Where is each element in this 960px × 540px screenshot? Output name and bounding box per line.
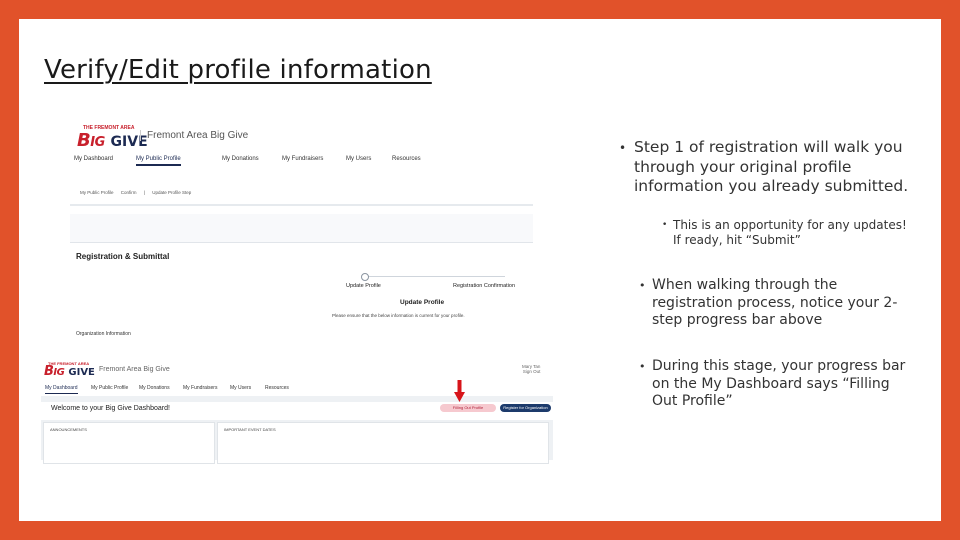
- logo-big-text: [44, 364, 95, 379]
- bullet-dot: •: [639, 279, 646, 292]
- bullet-step-1: [619, 138, 924, 197]
- bullet-dot: •: [662, 220, 668, 230]
- nav-my-public-profile[interactable]: My Public Profile: [136, 156, 181, 166]
- header-divider: [70, 204, 533, 206]
- dashboard-panels: [41, 420, 553, 460]
- arrow-down-icon: [454, 380, 465, 402]
- main-nav: [74, 156, 529, 168]
- panel-title: IMPORTANT EVENT DATES: [224, 427, 276, 432]
- nav-my-public-profile[interactable]: My Public Profile: [91, 385, 129, 391]
- step-note: Please ensure that the below information is current for your profile.: [332, 313, 465, 318]
- slide-title: Verify/Edit profile information: [44, 55, 432, 85]
- status-badge: Filling Out Profile: [440, 404, 496, 412]
- progress-step-2-label: Registration Confirmation: [453, 283, 516, 289]
- nav-resources[interactable]: Resources: [265, 385, 289, 391]
- bullet-text: Step 1 of registration will walk you through your original profile information you already submitted.: [634, 138, 909, 195]
- bullet-text: During this stage, your progress bar on the My Dashboard says “Filling Out Profile”: [652, 358, 906, 409]
- progress-step-dot: [361, 273, 369, 281]
- nav-my-dashboard[interactable]: My Dashboard: [74, 156, 114, 162]
- register-button[interactable]: Register for Organization: [500, 404, 551, 412]
- big-give-logo: [43, 361, 95, 381]
- logo-ig: IG: [53, 367, 65, 378]
- nav-my-fundraisers[interactable]: My Fundraisers: [183, 385, 218, 391]
- bullet-text: When walking through the registration process, notice your 2-step progress bar above: [652, 277, 898, 328]
- org-name: Fremont Area Big Give: [99, 366, 170, 373]
- logo-big-text: [77, 130, 148, 151]
- page-banner: [70, 214, 533, 243]
- progress-step-1-label: Update Profile: [346, 283, 381, 289]
- main-nav: [43, 385, 553, 395]
- step-heading: Update Profile: [400, 299, 445, 306]
- bullet-dot: •: [639, 360, 646, 373]
- nav-my-donations[interactable]: My Donations: [222, 156, 259, 162]
- sign-out-link[interactable]: Sign Out: [522, 369, 541, 374]
- nav-my-donations[interactable]: My Donations: [139, 385, 170, 391]
- breadcrumb-item[interactable]: My Public Profile: [80, 190, 114, 195]
- event-dates-panel: [217, 422, 549, 464]
- welcome-heading: Welcome to your Big Give Dashboard!: [51, 405, 170, 412]
- panel-title: ANNOUNCEMENTS: [50, 427, 87, 432]
- nav-my-users[interactable]: My Users: [230, 385, 252, 391]
- bullet-dot: •: [619, 141, 627, 155]
- bullet-updates: [662, 218, 913, 248]
- bullet-text: This is an opportunity for any updates! If ready, hit “Submit”: [673, 218, 907, 247]
- org-name: Fremont Area Big Give: [140, 130, 248, 141]
- logo-give: GIVE: [110, 134, 148, 150]
- nav-my-dashboard[interactable]: My Dashboard: [45, 385, 78, 394]
- section-title: Registration & Submittal: [76, 252, 170, 261]
- nav-my-users[interactable]: My Users: [346, 156, 372, 162]
- progress-line: [365, 276, 505, 277]
- logo-give: GIVE: [68, 367, 95, 378]
- slide: [19, 19, 941, 521]
- bullet-dashboard-status: [639, 358, 912, 411]
- big-give-logo: [75, 125, 148, 155]
- breadcrumb: [80, 190, 197, 195]
- logo-b: B: [77, 130, 91, 151]
- dashboard-screenshot: [41, 360, 553, 454]
- screenshot-header: [70, 122, 533, 176]
- nav-my-fundraisers[interactable]: My Fundraisers: [282, 156, 324, 162]
- bullet-progress-bar: [639, 277, 912, 330]
- org-info-label: Organization Information: [76, 331, 131, 337]
- breadcrumb-separator: |: [143, 190, 145, 195]
- welcome-row: [41, 402, 553, 416]
- user-name: Mary Tan: [522, 364, 541, 369]
- logo-b: B: [44, 364, 54, 379]
- user-menu[interactable]: [522, 364, 540, 374]
- announcements-panel: [43, 422, 215, 464]
- logo-small-text: THE FREMONT AREA: [48, 361, 90, 366]
- registration-screenshot: [70, 122, 533, 337]
- nav-resources[interactable]: Resources: [392, 156, 421, 162]
- logo-small-text: THE FREMONT AREA: [83, 125, 135, 131]
- breadcrumb-item[interactable]: Confirm: [120, 190, 137, 195]
- logo-ig: IG: [90, 135, 105, 150]
- breadcrumb-item[interactable]: Update Profile Step: [152, 190, 192, 195]
